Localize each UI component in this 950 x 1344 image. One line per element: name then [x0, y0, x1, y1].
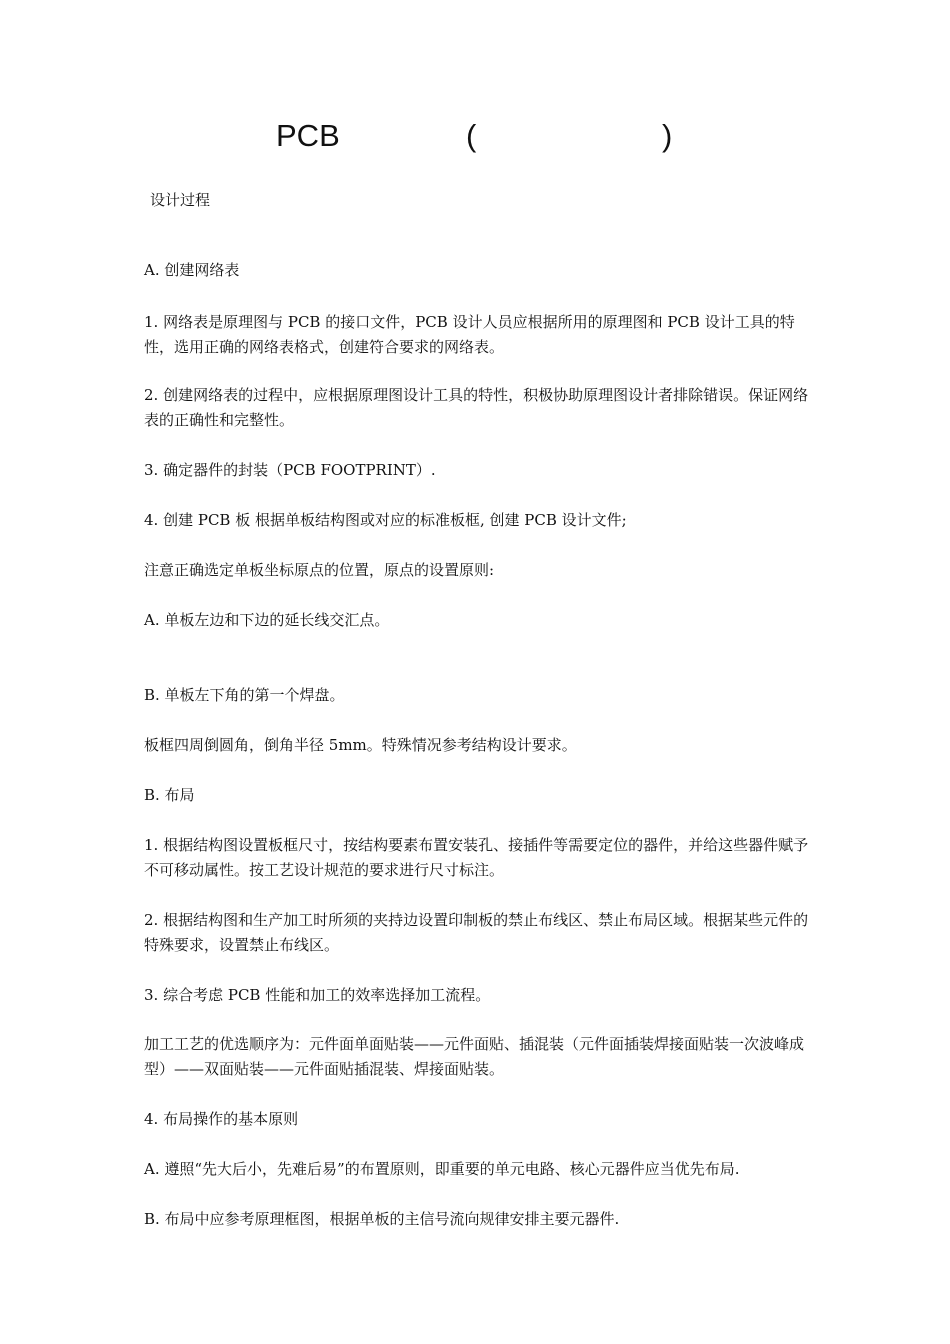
paragraph-create-netlist-heading: A. 创建网络表 — [144, 261, 240, 279]
section-subtitle: 设计过程 — [150, 191, 211, 209]
paragraph-principle-b: B. 布局中应参考原理框图，根据单板的主信号流向规律安排主要元器件. — [144, 1210, 620, 1228]
paragraph-principle-a: A. 遵照“先大后小，先难后易”的布置原则，即重要的单元电路、核心元器件应当优先布局. — [144, 1160, 740, 1178]
paragraph-layout-3: 3. 综合考虑 PCB 性能和加工的效率选择加工流程。 — [144, 986, 491, 1004]
paragraph-layout-heading: B. 布局 — [144, 786, 195, 804]
paragraph-layout-4: 4. 布局操作的基本原则 — [144, 1110, 299, 1128]
paragraph-netlist-1: 1. 网络表是原理图与 PCB 的接口文件，PCB 设计人员应根据所用的原理图和 PCB 设计工具的特性，选用正确的网络表格式，创建符合要求的网络表。 — [144, 313, 795, 356]
paragraph-board-corner: 板框四周倒圆角，倒角半径 5mm。特殊情况参考结构设计要求。 — [144, 736, 577, 754]
paragraph-layout-2: 2. 根据结构图和生产加工时所须的夹持边设置印制板的禁止布线区、禁止布局区域。根据某些元件的特殊要求，设置禁止布线区。 — [144, 911, 809, 954]
paragraph-layout-1: 1. 根据结构图设置板框尺寸，按结构要素布置安装孔、接插件等需要定位的器件，并给这些器件赋予不可移动属性。按工艺设计规范的要求进行尺寸标注。 — [144, 836, 809, 879]
paragraph-netlist-2: 2. 创建网络表的过程中，应根据原理图设计工具的特性，积极协助原理图设计者排除错误。保证网络表的正确性和完整性。 — [144, 386, 809, 429]
title-close-paren: ) — [662, 118, 673, 153]
paragraph-origin-b: B. 单板左下角的第一个焊盘。 — [144, 686, 345, 704]
document-title — [0, 112, 950, 162]
paragraph-origin-a: A. 单板左边和下边的延长线交汇点。 — [144, 611, 390, 629]
title-open-paren: ( — [466, 118, 477, 153]
paragraph-netlist-4: 4. 创建 PCB 板 根据单板结构图或对应的标准板框, 创建 PCB 设计文件; — [144, 511, 627, 529]
title-main: PCB — [276, 118, 340, 153]
paragraph-process-order: 加工工艺的优选顺序为：元件面单面贴装——元件面贴、插混装（元件面插装焊接面贴装一次波峰成型）——双面贴装——元件面贴插混装、焊接面贴装。 — [144, 1035, 805, 1078]
paragraph-netlist-3: 3. 确定器件的封装（PCB FOOTPRINT）. — [144, 461, 436, 479]
paragraph-origin-note: 注意正确选定单板坐标原点的位置，原点的设置原则: — [144, 561, 495, 579]
